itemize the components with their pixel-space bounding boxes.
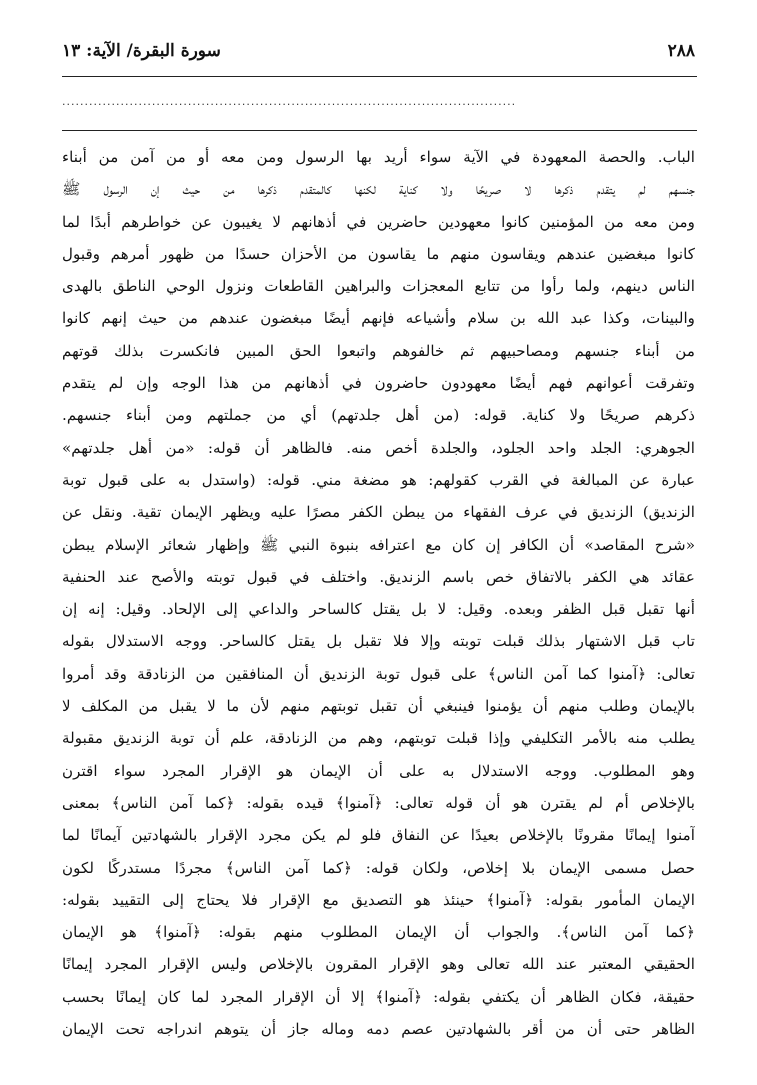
- text-line: الباب. والحصة المعهودة في الآية سواء أريد بها الرسول ومن معه أو من آمن من أبناء: [62, 148, 695, 166]
- text-line: حصل مسمى الإيمان بلا إخلاص، ولكان قوله: ﴿كما آمن الناس﴾ مجردًا مستدركًا لكون: [62, 858, 695, 877]
- text-line: «شرح المقاصد» أن الكافر إن كان مع اعترافه بنبوة النبي ﷺ وإظهار شعائر الإسلام يبطن: [62, 535, 695, 554]
- text-line: وتفرقت أعوانهم فهم أيضًا معهودون حاضرون في أذهانهم من هذا الوجه وإن لم يتقدم: [62, 374, 695, 393]
- text-line: آمنوا إيمانًا مقرونًا بالإخلاص بعيدًا عن النفاق فلو لم يكن مجرد الإقرار بالشهادتين آيمانًا لما: [62, 826, 695, 845]
- text-line: ومن معه من المؤمنين كانوا معهودين حاضرين في أذهانهم لا يغيبون عن خواطرهم أبدًا لما: [62, 212, 695, 231]
- page-header: [62, 40, 695, 76]
- text-line: ﴿كما آمن الناس﴾. والجواب أن الإيمان المطلوب منهم بقوله: ﴿آمنوا﴾ هو الإيمان: [62, 923, 695, 942]
- text-line: الناس دينهم، ولما رأوا من تتابع المعجزات والبراهين القاطعات ونزول الوحي الناطق بالهدى: [62, 277, 695, 296]
- text-line: الزنديق) الزنديق في عرف الفقهاء من يبطن الكفر مصرًا عليه ويظهر الإيمان تقية. ونقل عن: [62, 503, 695, 522]
- text-line: جنسهم لم يتقدم ذكرها لا صريحًا ولا كناية لكنها كالمتقدم ذكرها من حيث إن الرسول ﷺ: [62, 180, 695, 199]
- commentary-text: [62, 141, 695, 1041]
- page-number: ٢٨٨: [667, 41, 695, 61]
- text-line: كانوا مبغضين عندهم ويقاسون منهم ما يقاسون من الأحزان حسدًا من ظهور أمرهم وقبول: [62, 244, 695, 263]
- content-divider: [62, 130, 697, 131]
- text-line: الحقيقي المعتبر عند الله تعالى وهو الإقرار المقرون بالإخلاص وليس الإقرار المجرد إيمانًا: [62, 955, 695, 974]
- text-line: تاب قبل الاشتهار بذلك قبلت توبته وإلا فلا تقبل بل يقتل كالساحر. ووجه الاستدلال بقوله: [62, 632, 695, 651]
- text-line: بالإخلاص أم لم يقترن هو أن قوله تعالى: ﴿آمنوا﴾ قيده بقوله: ﴿كما آمن الناس﴾ بمعنى: [62, 793, 695, 812]
- text-line: وهو المطلوب. ووجه الاستدلال به على أن الإيمان هو الإقرار المجرد سواء اقترن: [62, 761, 695, 780]
- surah-reference: سورة البقرة/ الآية: ١٣: [62, 41, 221, 61]
- text-line: عبارة عن المبالغة في القرب كقولهم: هو مضغة مني. قوله: (واستدل به على قبول توبة: [62, 470, 695, 489]
- text-line: تعالى: ﴿آمنوا كما آمن الناس﴾ على قبول توبة الزنديق أن المنافقين من الزنادقة وقد أمروا: [62, 664, 695, 683]
- text-line: بالإيمان وطلب منهم أن يؤمنوا فينبغي أن تقبل توبتهم منهم لأن ما لا يقبل من المكلف لا: [62, 697, 695, 716]
- text-line: الجوهري: الجلد واحد الجلود، والجلدة أخص منه. فالظاهر أن قوله: «من أهل جلدتهم»: [62, 438, 695, 457]
- text-line: يطلب منه بالأمر التكليفي وإذا قبلت توبتهم، وهم من الزنادقة، علم أن توبة الزنديق مقبولة: [62, 729, 695, 748]
- header-divider: [62, 76, 697, 77]
- text-line: حقيقة، فكان الظاهر أن يكتفي بقوله: ﴿آمنوا﴾ إلا أن الإقرار المجرد لما كان إيمانًا بحسب: [62, 987, 695, 1006]
- text-line: أنها تقبل قبل الظفر وبعده. وقيل: لا بل يقتل كالساحر والداعي إلى الإلحاد. وقيل: إنه إن: [62, 600, 695, 619]
- text-line: والبينات، وكذا عبد الله بن سلام وأشياعه فإنهم أيضًا مبغضون عندهم من حيث إنهم كانوا: [62, 309, 695, 328]
- text-line: عقائد هي الكفر بالاتفاق خص باسم الزنديق. واختلف في قبول توبته والأصح عند الحنفية: [62, 567, 695, 586]
- text-line: الإيمان المأمور بقوله: ﴿آمنوا﴾ حينئذ هو التصديق مع الإقرار فلا يحتاج إلى التقييد بقوله:: [62, 890, 695, 909]
- text-line: من أبناء جنسهم ومصاحبيهم ثم خالفوهم واتبعوا الحق المبين فانكسرت بذلك قوتهم: [62, 341, 695, 360]
- text-line: ذكرهم صريحًا ولا كناية. قوله: (من أهل جلدتهم) أي من جملتهم ومن أبناء جنسهم.: [62, 406, 695, 425]
- dotted-separator: .....................................................................................................: [62, 96, 517, 108]
- text-line: الظاهر حتى أن من أقر بالشهادتين عصم دمه وماله جاز أن يتوهم اندراجه تحت الإيمان: [62, 1020, 695, 1039]
